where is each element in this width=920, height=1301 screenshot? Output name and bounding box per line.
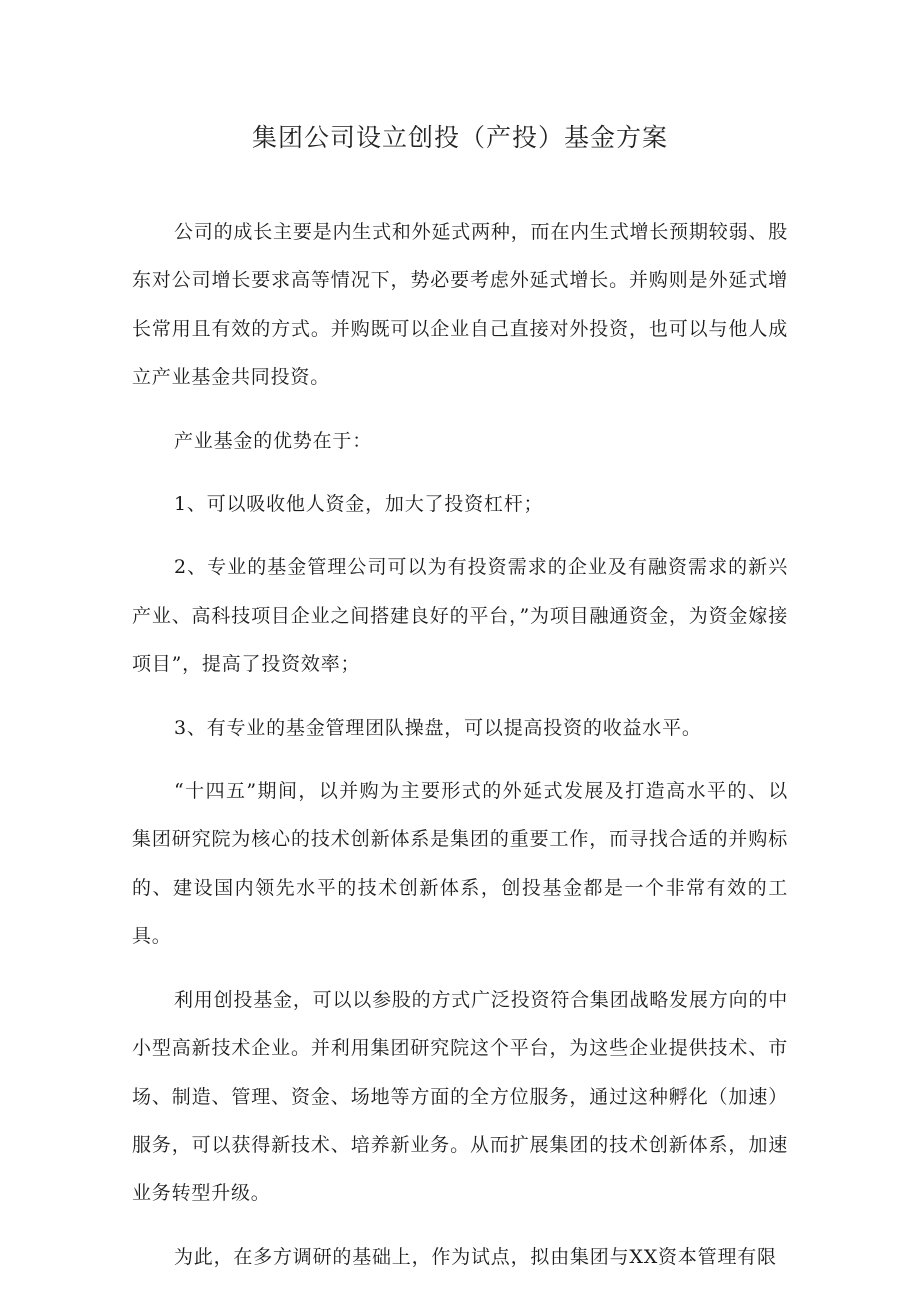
- paragraph-growth-modes: 公司的成长主要是内生式和外延式两种，而在内生式增长预期较弱、股东对公司增长要求高等情况下，势必要考虑外延式增长。并购则是外延式增长常用且有效的方式。并购既可以企业自己直接对外投资，也可以与他人成立产业基金共同投资。: [132, 221, 788, 389]
- document-title: 集团公司设立创投（产投）基金方案: [251, 123, 668, 152]
- paragraph-gap: [132, 465, 788, 480]
- paragraph-proposal-intro: 为此，在多方调研的基础上，作为试点，拟由集团与XX资本管理有限: [174, 1245, 777, 1268]
- paragraph-gap: [132, 402, 788, 417]
- paragraph-gap: [132, 689, 788, 704]
- list-item-advantage-2: 2、专业的基金管理公司可以为有投资需求的企业及有融资需求的新兴产业、高科技项目企业之间搭建良好的平台，”为项目融通资金，为资金嫁接项目”，提高了投资效率；: [132, 556, 788, 676]
- paragraph-gap: [132, 961, 788, 976]
- paragraph-fourteenth-five-year: “十四五”期间，以并购为主要形式的外延式发展及打造高水平的、以集团研究院为核心的技术创新体系是集团的重要工作，而寻找合适的并购标的、建设国内领先水平的技术创新体系，创投基金都是一个非常有效的工具。: [132, 780, 788, 948]
- paragraph-use-of-venture-fund: 利用创投基金，可以以参股的方式广泛投资符合集团战略发展方向的中小型高新技术企业。并利用集团研究院这个平台，为这些企业提供技术、市场、制造、管理、资金、场地等方面的全方位服务，通过这种孵化（加速）服务，可以获得新技术、培养新业务。从而扩展集团的技术创新体系，加速业务转型升级。: [132, 988, 788, 1205]
- document-body: [132, 208, 788, 1281]
- paragraph-gap: [132, 1218, 788, 1233]
- list-item-advantage-3: 3、有专业的基金管理团队操盘，可以提高投资的收益水平。: [174, 716, 702, 739]
- paragraph-gap: [132, 752, 788, 767]
- list-item-advantage-1: 1、可以吸收他人资金，加大了投资杠杆；: [174, 493, 544, 516]
- paragraph-gap: [132, 528, 788, 543]
- paragraph-fund-advantages-heading: 产业基金的优势在于：: [174, 429, 373, 452]
